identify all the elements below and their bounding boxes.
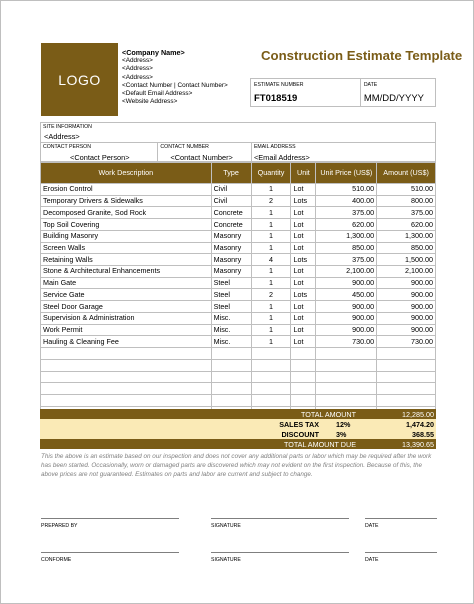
table-row	[41, 195, 436, 207]
cell-unit[interactable]: Lot	[291, 324, 316, 336]
cell-type[interactable]: Concrete	[211, 207, 251, 219]
cell-description[interactable]	[41, 348, 212, 360]
cell-type[interactable]: Concrete	[211, 219, 251, 231]
cell-unit[interactable]	[291, 394, 316, 406]
header-unit-price: Unit Price (US$)	[316, 163, 377, 184]
cell-amount[interactable]: 1,500.00	[377, 254, 436, 266]
cell-unit[interactable]: Lots	[291, 195, 316, 207]
cell-unit-price[interactable]: 850.00	[316, 242, 377, 254]
cell-amount[interactable]: 900.00	[377, 277, 436, 289]
cell-quantity[interactable]: 2	[251, 195, 291, 207]
cell-amount[interactable]: 620.00	[377, 219, 436, 231]
cell-unit-price[interactable]: 510.00	[316, 184, 377, 196]
cell-amount[interactable]	[377, 394, 436, 406]
table-row	[41, 219, 436, 231]
cell-unit[interactable]	[291, 383, 316, 395]
cell-amount[interactable]: 1,300.00	[377, 230, 436, 242]
items-table	[40, 162, 436, 418]
date-label-2: DATE	[365, 557, 379, 563]
cell-quantity[interactable]	[251, 394, 291, 406]
cell-unit-price[interactable]: 620.00	[316, 219, 377, 231]
cell-amount[interactable]: 900.00	[377, 289, 436, 301]
total-due-row	[40, 439, 436, 449]
cell-description[interactable]: Temporary Drivers & Sidewalks	[41, 195, 212, 207]
contact-person-label: CONTACT PERSON	[43, 144, 91, 150]
email-label: EMAIL ADDRESS	[253, 144, 296, 150]
cell-type[interactable]: Misc.	[211, 336, 251, 348]
cell-unit[interactable]	[291, 359, 316, 371]
cell-unit[interactable]	[291, 348, 316, 360]
estimate-date-label: DATE	[363, 82, 378, 88]
items-body	[41, 184, 436, 418]
cell-quantity[interactable]: 4	[251, 254, 291, 266]
estimate-date-value[interactable]: MM/DD/YYYY	[363, 93, 424, 104]
cell-type[interactable]: Civil	[211, 195, 251, 207]
cell-unit[interactable]: Lot	[291, 230, 316, 242]
email-value[interactable]: <Email Address>	[253, 153, 310, 162]
conforme-label: CONFORME	[41, 557, 72, 563]
cell-unit-price[interactable]	[316, 359, 377, 371]
signature-label-2: SIGNATURE	[211, 557, 241, 563]
total-amount-row	[40, 409, 436, 419]
cell-unit-price[interactable]: 400.00	[316, 195, 377, 207]
cell-type[interactable]: Masonry	[211, 230, 251, 242]
discount-pct[interactable]: 3%	[336, 430, 347, 439]
date-line-1[interactable]	[365, 518, 437, 530]
estimate-number-value[interactable]: FT018519	[254, 93, 298, 104]
cell-type[interactable]	[211, 394, 251, 406]
cell-quantity[interactable]	[251, 383, 291, 395]
cell-amount[interactable]	[377, 371, 436, 383]
cell-unit[interactable]: Lot	[291, 184, 316, 196]
cell-unit[interactable]: Lot	[291, 312, 316, 324]
cell-unit-price[interactable]: 1,300.00	[316, 230, 377, 242]
contact-person-cell	[41, 143, 158, 162]
table-row	[41, 324, 436, 336]
header-amount: Amount (US$)	[377, 163, 436, 184]
disclaimer: This the above is an estimate based on our inspection and does not cover any additional parts or labor which may be required after the work has been started. Occasionally, worn or damaged parts are discovered which may not evident on the first inspection. Because of this, the above prices are not guaranteed. Estimates on parts and labor are current and subject to change.	[41, 453, 432, 478]
cell-description[interactable]: Building Masonry	[41, 230, 212, 242]
cell-amount[interactable]	[377, 383, 436, 395]
date-line-2[interactable]	[365, 552, 437, 564]
cell-type[interactable]	[211, 383, 251, 395]
estimate-number-label: ESTIMATE NUMBER	[254, 82, 304, 88]
company-address-1: <Address>	[122, 57, 153, 65]
prepared-by-label: PREPARED BY	[41, 523, 78, 529]
cell-unit-price[interactable]	[316, 383, 377, 395]
cell-unit[interactable]: Lot	[291, 219, 316, 231]
cell-type[interactable]	[211, 348, 251, 360]
cell-description[interactable]	[41, 359, 212, 371]
cell-amount[interactable]	[377, 348, 436, 360]
table-row	[41, 312, 436, 324]
cell-quantity[interactable]	[251, 371, 291, 383]
table-row	[41, 371, 436, 383]
site-address-row	[41, 123, 435, 143]
cell-type[interactable]: Civil	[211, 184, 251, 196]
total-amount-value: 12,285.00	[402, 410, 434, 419]
cell-amount[interactable]: 730.00	[377, 336, 436, 348]
cell-amount[interactable]: 375.00	[377, 207, 436, 219]
company-address-3: <Address>	[122, 73, 153, 81]
cell-quantity[interactable]	[251, 359, 291, 371]
prepared-by-line[interactable]	[41, 518, 179, 530]
cell-description[interactable]: Screen Walls	[41, 242, 212, 254]
cell-type[interactable]: Steel	[211, 289, 251, 301]
sales-tax-value: 1,474.20	[406, 420, 434, 429]
cell-unit-price[interactable]: 375.00	[316, 254, 377, 266]
cell-description[interactable]: Work Permit	[41, 324, 212, 336]
cell-quantity[interactable]: 1	[251, 266, 291, 278]
company-website: <Website Address>	[122, 98, 178, 106]
cell-description[interactable]: Retaining Walls	[41, 254, 212, 266]
table-header-row	[41, 163, 436, 184]
cell-unit[interactable]: Lot	[291, 336, 316, 348]
sales-tax-row	[40, 419, 436, 429]
discount-label: DISCOUNT	[281, 430, 319, 439]
table-row	[41, 266, 436, 278]
cell-amount[interactable]: 900.00	[377, 301, 436, 313]
table-row	[41, 254, 436, 266]
cell-quantity[interactable]: 1	[251, 230, 291, 242]
company-email: <Default Email Address>	[122, 90, 193, 98]
cell-unit[interactable]: Lot	[291, 207, 316, 219]
cell-description[interactable]: Service Gate	[41, 289, 212, 301]
contact-number-value[interactable]: <Contact Number>	[170, 153, 233, 162]
cell-unit[interactable]: Lots	[291, 289, 316, 301]
contact-number-cell	[158, 143, 252, 162]
signature-label-1: SIGNATURE	[211, 523, 241, 529]
table-row	[41, 383, 436, 395]
cell-quantity[interactable]: 1	[251, 312, 291, 324]
table-row	[41, 289, 436, 301]
table-row	[41, 242, 436, 254]
cell-description[interactable]: Decomposed Granite, Sod Rock	[41, 207, 212, 219]
company-contact: <Contact Number | Contact Number>	[122, 81, 228, 89]
estimate-date-cell	[361, 79, 435, 106]
cell-quantity[interactable]: 1	[251, 301, 291, 313]
cell-description[interactable]	[41, 394, 212, 406]
cell-quantity[interactable]: 1	[251, 242, 291, 254]
table-row	[41, 207, 436, 219]
email-cell	[252, 143, 435, 162]
cell-type[interactable]: Steel	[211, 301, 251, 313]
cell-type[interactable]	[211, 359, 251, 371]
cell-amount[interactable]: 900.00	[377, 312, 436, 324]
cell-amount[interactable]: 510.00	[377, 184, 436, 196]
cell-unit[interactable]	[291, 371, 316, 383]
cell-unit[interactable]: Lot	[291, 242, 316, 254]
cell-type[interactable]: Misc.	[211, 312, 251, 324]
logo: LOGO	[41, 43, 118, 116]
conforme-line[interactable]	[41, 552, 179, 564]
cell-amount[interactable]: 800.00	[377, 195, 436, 207]
table-row	[41, 301, 436, 313]
totals	[40, 409, 436, 449]
sales-tax-pct[interactable]: 12%	[336, 420, 351, 429]
table-row	[41, 230, 436, 242]
cell-quantity[interactable]: 1	[251, 184, 291, 196]
total-amount-label: TOTAL AMOUNT	[301, 410, 356, 419]
company-name: <Company Name>	[122, 48, 185, 57]
contact-person-value[interactable]: <Contact Person>	[70, 153, 130, 162]
signature-line-1[interactable]	[211, 518, 349, 530]
table-row	[41, 336, 436, 348]
site-info-label: SITE INFORMATION	[43, 124, 92, 130]
page-title: Construction Estimate Template	[261, 48, 463, 63]
cell-unit-price[interactable]: 900.00	[316, 277, 377, 289]
header-type: Type	[211, 163, 251, 184]
cell-unit-price[interactable]: 730.00	[316, 336, 377, 348]
total-due-label: TOTAL AMOUNT DUE	[283, 440, 356, 449]
table-row	[41, 359, 436, 371]
cell-type[interactable]: Steel	[211, 277, 251, 289]
site-address[interactable]: <Address>	[44, 132, 80, 141]
cell-unit[interactable]: Lot	[291, 301, 316, 313]
cell-type[interactable]	[211, 371, 251, 383]
cell-unit-price[interactable]: 900.00	[316, 301, 377, 313]
cell-quantity[interactable]: 1	[251, 207, 291, 219]
discount-value: 368.55	[412, 430, 434, 439]
date-label-1: DATE	[365, 523, 379, 529]
cell-unit-price[interactable]: 2,100.00	[316, 266, 377, 278]
cell-description[interactable]: Erosion Control	[41, 184, 212, 196]
cell-quantity[interactable]: 2	[251, 289, 291, 301]
estimate-info	[250, 78, 436, 107]
cell-unit-price[interactable]	[316, 371, 377, 383]
company-address-2: <Address>	[122, 65, 153, 73]
cell-description[interactable]: Main Gate	[41, 277, 212, 289]
cell-type[interactable]: Misc.	[211, 324, 251, 336]
estimate-number-cell	[251, 79, 361, 106]
table-row	[41, 277, 436, 289]
cell-type[interactable]: Masonry	[211, 254, 251, 266]
cell-description[interactable]: Hauling & Cleaning Fee	[41, 336, 212, 348]
header-work-description: Work Description	[41, 163, 212, 184]
site-information	[40, 122, 436, 162]
cell-unit-price[interactable]	[316, 394, 377, 406]
cell-description[interactable]	[41, 383, 212, 395]
table-row	[41, 348, 436, 360]
cell-description[interactable]	[41, 371, 212, 383]
cell-amount[interactable]: 850.00	[377, 242, 436, 254]
cell-description[interactable]: Supervision & Administration	[41, 312, 212, 324]
cell-unit-price[interactable]: 450.00	[316, 289, 377, 301]
sales-tax-label: SALES TAX	[279, 420, 319, 429]
contact-number-label: CONTACT NUMBER	[160, 144, 209, 150]
total-due-value: 13,390.65	[402, 440, 434, 449]
signature-line-2[interactable]	[211, 552, 349, 564]
site-contact-row	[41, 143, 435, 162]
cell-type[interactable]: Masonry	[211, 266, 251, 278]
cell-description[interactable]: Steel Door Garage	[41, 301, 212, 313]
table-row	[41, 394, 436, 406]
cell-quantity[interactable]: 1	[251, 277, 291, 289]
table-row	[41, 184, 436, 196]
cell-description[interactable]: Top Soil Covering	[41, 219, 212, 231]
cell-unit[interactable]: Lots	[291, 254, 316, 266]
cell-type[interactable]: Masonry	[211, 242, 251, 254]
cell-unit-price[interactable]: 900.00	[316, 312, 377, 324]
discount-row	[40, 429, 436, 439]
cell-amount[interactable]	[377, 359, 436, 371]
cell-quantity[interactable]: 1	[251, 324, 291, 336]
cell-unit-price[interactable]: 375.00	[316, 207, 377, 219]
cell-quantity[interactable]: 1	[251, 219, 291, 231]
header-unit: Unit	[291, 163, 316, 184]
cell-description[interactable]: Stone & Architectural Enhancements	[41, 266, 212, 278]
cell-amount[interactable]: 900.00	[377, 324, 436, 336]
cell-unit-price[interactable]	[316, 348, 377, 360]
cell-unit[interactable]: Lot	[291, 266, 316, 278]
cell-amount[interactable]: 2,100.00	[377, 266, 436, 278]
cell-unit-price[interactable]: 900.00	[316, 324, 377, 336]
cell-quantity[interactable]: 1	[251, 336, 291, 348]
cell-unit[interactable]: Lot	[291, 277, 316, 289]
company-info	[122, 49, 228, 106]
header-quantity: Quantity	[251, 163, 291, 184]
cell-quantity[interactable]	[251, 348, 291, 360]
